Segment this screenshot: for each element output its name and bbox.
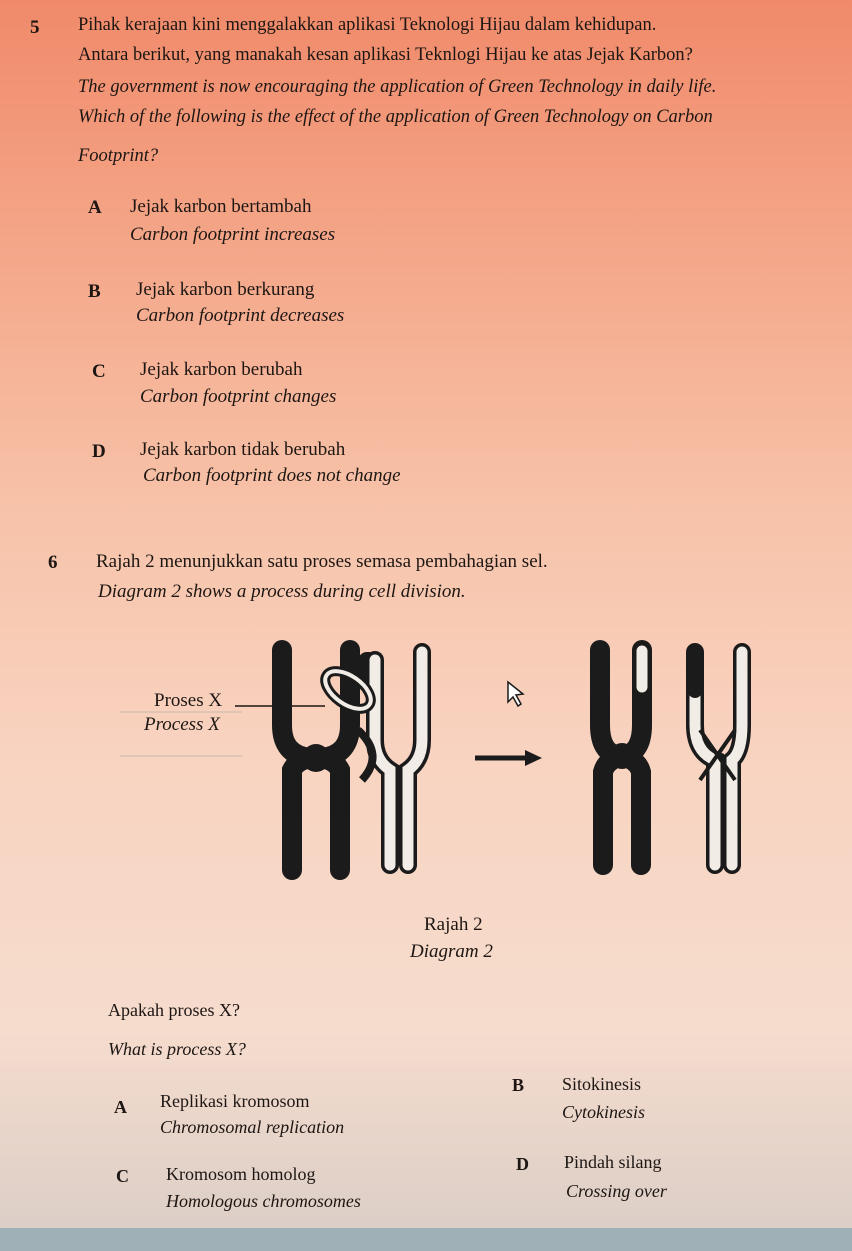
q6-malay-line: Rajah 2 menunjukkan satu proses semasa pembahagian sel. <box>96 551 548 572</box>
q5-malay-line-1: Pihak kerajaan kini menggalakkan aplikasi Teknologi Hijau dalam kehidupan. <box>78 15 657 35</box>
q6-option-b-english[interactable]: Cytokinesis <box>562 1102 645 1122</box>
q6-option-c-letter[interactable]: C <box>116 1166 129 1186</box>
q5-english-line-2: Which of the following is the effect of the application of Green Technology on Carbon <box>78 107 713 127</box>
process-label-english: Process X <box>144 714 220 735</box>
diagram-caption-malay: Rajah 2 <box>424 914 483 935</box>
q5-option-c-english[interactable]: Carbon footprint changes <box>140 386 337 407</box>
bottom-edge-strip <box>0 1228 852 1251</box>
q5-option-a-letter[interactable]: A <box>88 197 102 218</box>
q6-option-b-letter[interactable]: B <box>512 1075 525 1095</box>
q5-option-a-malay[interactable]: Jejak karbon bertambah <box>130 196 312 217</box>
q5-option-b-letter[interactable]: B <box>88 281 101 302</box>
question-6-number: 6 <box>48 552 58 573</box>
q6-option-b-malay[interactable]: Sitokinesis <box>562 1074 642 1094</box>
q6-english-line: Diagram 2 shows a process during cell division. <box>98 581 466 602</box>
q6-option-c-malay[interactable]: Kromosom homolog <box>166 1164 316 1184</box>
process-label-malay: Proses X <box>154 690 223 711</box>
q6-question-malay: Apakah proses X? <box>108 1000 240 1020</box>
chromosome-diagram <box>100 630 780 890</box>
question-5-number: 5 <box>30 17 40 38</box>
q5-option-b-english[interactable]: Carbon footprint decreases <box>136 305 345 326</box>
q6-option-a-letter[interactable]: A <box>114 1097 127 1117</box>
q5-english-line-3: Footprint? <box>78 146 159 166</box>
process-arrow <box>475 750 542 766</box>
q5-option-a-english[interactable]: Carbon footprint increases <box>130 224 336 245</box>
mouse-cursor-icon <box>508 682 523 706</box>
q5-english-line-1: The government is now encouraging the application of Green Technology in daily life. <box>78 77 717 97</box>
q5-malay-line-2: Antara berikut, yang manakah kesan aplikasi Teknlogi Hijau ke atas Jejak Karbon? <box>78 45 693 65</box>
q5-option-d-english[interactable]: Carbon footprint does not change <box>143 465 401 486</box>
q5-option-d-letter[interactable]: D <box>92 441 106 462</box>
q5-option-c-letter[interactable]: C <box>92 361 106 382</box>
q5-option-c-malay[interactable]: Jejak karbon berubah <box>140 359 303 380</box>
diagram-caption-english: Diagram 2 <box>410 941 493 962</box>
q6-option-c-english[interactable]: Homologous chromosomes <box>166 1191 361 1211</box>
chromosome-pair-before <box>282 650 422 870</box>
chromosome-pair-after <box>600 644 742 865</box>
q6-option-d-english[interactable]: Crossing over <box>566 1181 667 1201</box>
q6-option-a-malay[interactable]: Replikasi kromosom <box>160 1091 310 1111</box>
q6-option-d-malay[interactable]: Pindah silang <box>564 1152 662 1172</box>
q6-option-d-letter[interactable]: D <box>516 1154 529 1174</box>
q5-option-d-malay[interactable]: Jejak karbon tidak berubah <box>140 439 346 460</box>
q5-option-b-malay[interactable]: Jejak karbon berkurang <box>136 279 315 300</box>
q6-option-a-english[interactable]: Chromosomal replication <box>160 1117 345 1137</box>
q6-question-english: What is process X? <box>108 1039 246 1059</box>
